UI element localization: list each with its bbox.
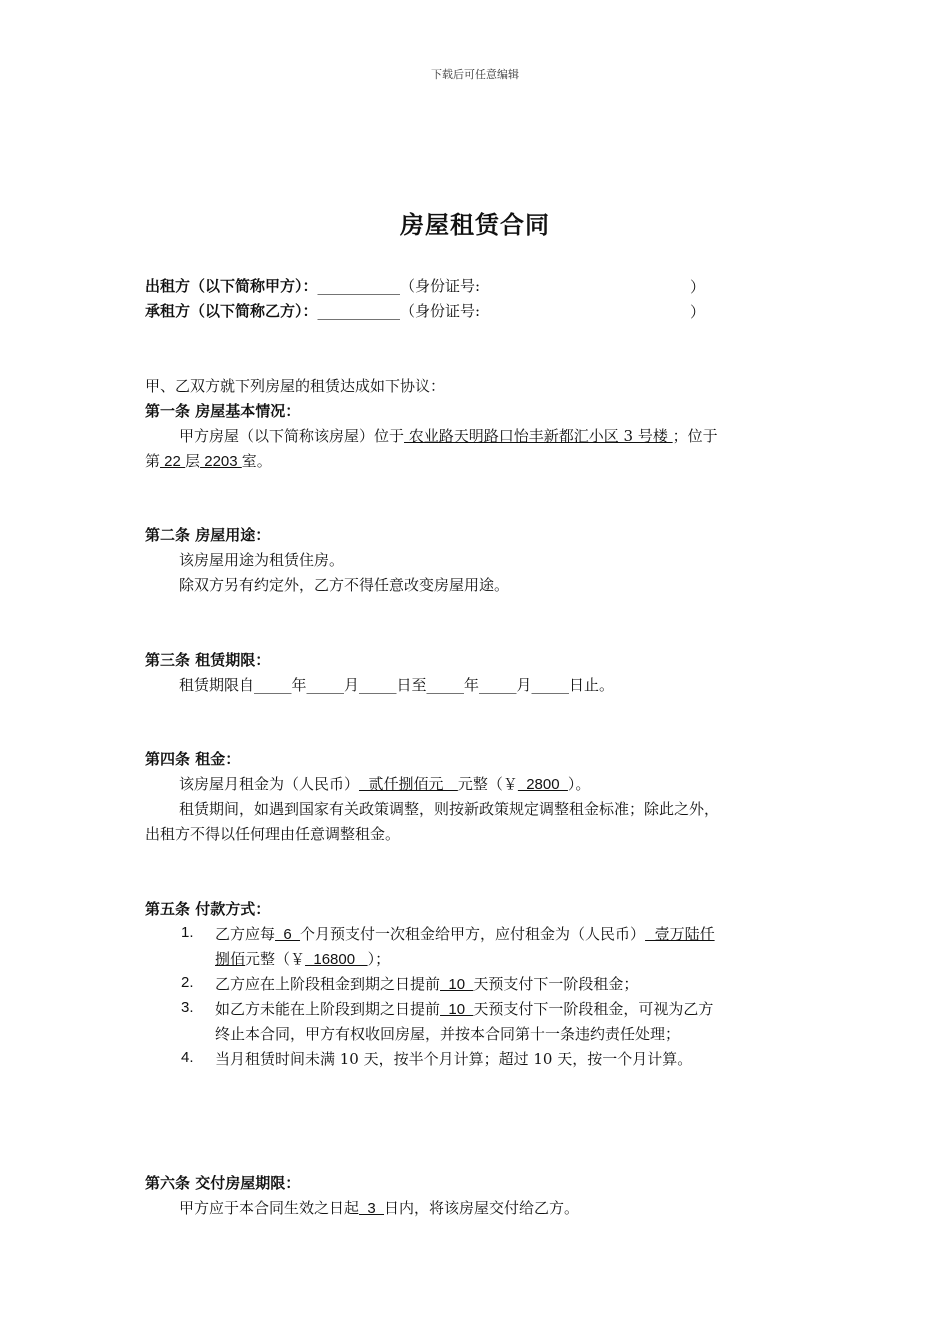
header-note: 下载后可任意编辑 xyxy=(431,68,519,81)
room-value: 2203 xyxy=(200,453,242,470)
article-1-line-2 xyxy=(145,451,272,472)
item-1-text-a: 乙方应每 xyxy=(215,925,276,943)
lessor-blank: ___________ xyxy=(317,277,401,295)
article-1-text-a: 甲方房屋（以下简称该房屋）位于 xyxy=(179,427,405,445)
total-amount: 16800 xyxy=(305,951,368,968)
article-1-text-d: 层 xyxy=(185,452,201,470)
item-1-text-d: ）； xyxy=(367,950,391,968)
rent-amount: 2800 xyxy=(517,776,568,793)
article-3-heading: 第三条 租赁期限： xyxy=(145,651,271,669)
item-1-number: 1. xyxy=(181,924,194,941)
lessee-id-close: ） xyxy=(690,303,706,321)
article-1-text-e: 室。 xyxy=(241,452,272,470)
lessor-id-label: （身份证号: xyxy=(400,277,481,295)
item-2-number: 2. xyxy=(181,974,194,991)
item-1-line-1 xyxy=(215,924,715,945)
address-value: 农业路天明路口怡丰新都汇小区 3 号楼 xyxy=(404,427,673,445)
article-5-heading: 第五条 付款方式： xyxy=(145,900,271,918)
article-4-line-1 xyxy=(179,774,590,795)
article-4-text-b: 元整（￥ xyxy=(457,775,518,793)
article-1-line-1 xyxy=(179,426,718,446)
item-3-text-b: 天预支付下一阶段租金，可视为乙方 xyxy=(473,1000,714,1018)
item-3-number: 3. xyxy=(181,999,194,1016)
article-1-text-b: ；位于 xyxy=(672,427,718,445)
months-value: 6 xyxy=(275,926,301,943)
total-amount-cn-2: 捌佰 xyxy=(215,950,246,968)
lessor-id-close: ） xyxy=(690,278,706,296)
lessee-line xyxy=(145,301,480,321)
item-1-line-2 xyxy=(215,949,390,970)
days-value-2: 10 xyxy=(440,976,474,993)
item-2-text-b: 天预支付下一阶段租金； xyxy=(473,975,639,993)
lessor-label: 出租方（以下简称甲方）： xyxy=(145,277,318,295)
item-1-text-b: 个月预支付一次租金给甲方，应付租金为（人民币） xyxy=(300,925,646,943)
lessee-id-label: （身份证号: xyxy=(400,302,481,320)
delivery-days-value: 3 xyxy=(359,1200,385,1217)
item-4-number: 4. xyxy=(181,1049,194,1066)
item-2-line-1 xyxy=(215,974,638,995)
article-4-text-a: 该房屋月租金为（人民币） xyxy=(179,775,360,793)
lessee-label: 承租方（以下简称乙方）： xyxy=(145,302,318,320)
intro-text: 甲、乙双方就下列房屋的租赁达成如下协议： xyxy=(145,377,446,395)
total-amount-cn-1: 壹万陆仟 xyxy=(645,925,715,943)
lessee-blank: ___________ xyxy=(317,302,401,320)
item-4-line-1: 当月租赁时间未满 10 天，按半个月计算；超过 10 天，按一个月计算。 xyxy=(215,1050,693,1068)
article-6-heading: 第六条 交付房屋期限： xyxy=(145,1174,301,1192)
article-4-heading: 第四条 租金： xyxy=(145,750,241,768)
page-title: 房屋租赁合同 xyxy=(400,210,550,239)
article-6-line-1 xyxy=(179,1198,579,1219)
floor-value: 22 xyxy=(160,453,186,470)
article-2-para-1: 该房屋用途为租赁住房。 xyxy=(179,551,345,569)
item-3-line-1 xyxy=(215,999,713,1020)
item-2-text-a: 乙方应在上阶段租金到期之日提前 xyxy=(215,975,441,993)
article-1-text-c: 第 xyxy=(145,452,161,470)
article-4-para-2: 租赁期间，如遇到国家有关政策调整，则按新政策规定调整租金标准；除此之外， xyxy=(179,800,720,818)
article-6-text-a: 甲方应于本合同生效之日起 xyxy=(179,1199,360,1217)
article-6-text-b: 日内，将该房屋交付给乙方。 xyxy=(384,1199,580,1217)
item-1-text-c: 元整（￥ xyxy=(245,950,306,968)
article-4-para-3: 出租方不得以任何理由任意调整租金。 xyxy=(145,825,401,843)
article-3-para-1: 租赁期限自_____年_____月_____日至_____年_____月_____日止。 xyxy=(179,676,615,694)
rent-amount-cn: 贰仟捌佰元 xyxy=(359,775,458,793)
article-4-text-c: ）。 xyxy=(567,775,591,793)
article-2-heading: 第二条 房屋用途： xyxy=(145,526,271,544)
article-1-heading: 第一条 房屋基本情况： xyxy=(145,402,301,420)
days-value-3: 10 xyxy=(440,1001,474,1018)
item-3-text-a: 如乙方未能在上阶段到期之日提前 xyxy=(215,1000,441,1018)
item-3-line-2: 终止本合同，甲方有权收回房屋，并按本合同第十一条违约责任处理； xyxy=(215,1025,681,1043)
article-2-para-2: 除双方另有约定外，乙方不得任意改变房屋用途。 xyxy=(179,576,510,594)
lessor-line xyxy=(145,276,480,296)
